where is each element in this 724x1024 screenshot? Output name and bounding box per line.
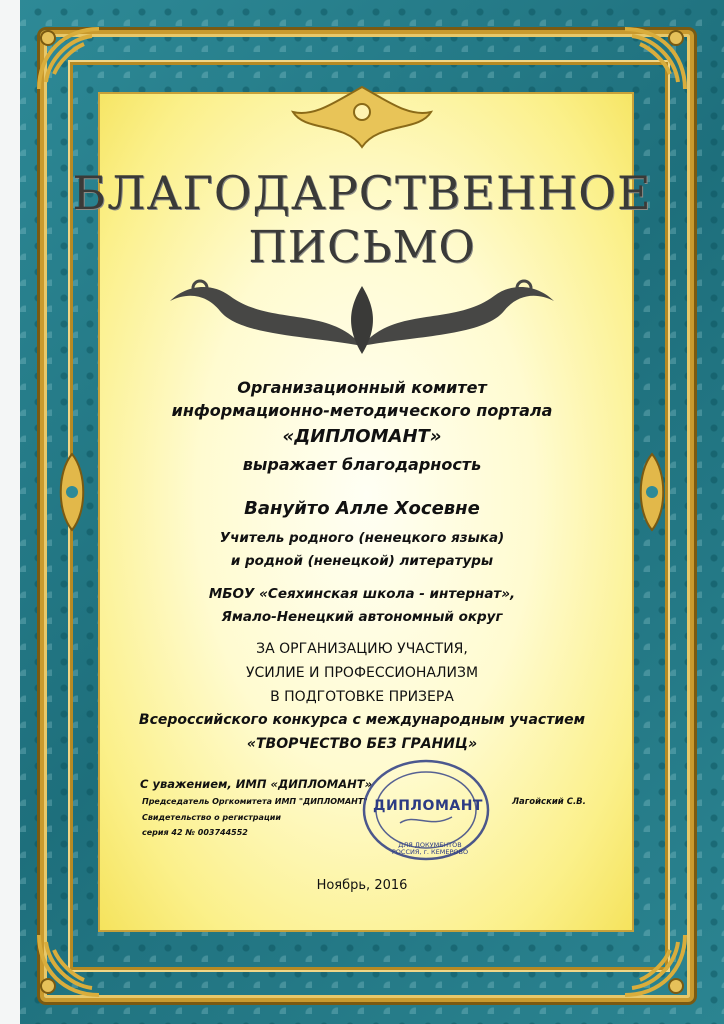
- contest-line: Всероссийского конкурса с международным участием: [138, 712, 586, 728]
- regards-text: С уважением, ИМП «ДИПЛОМАНТ»: [140, 777, 373, 791]
- contest-name: «ТВОРЧЕСТВО БЕЗ ГРАНИЦ»: [246, 736, 478, 752]
- recipient-position: и родной (ненецкой) литературы: [230, 553, 494, 569]
- reason-line: УСИЛИЕ И ПРОФЕССИОНАЛИЗМ: [245, 665, 479, 681]
- gratitude-line: выражает благодарность: [242, 455, 482, 474]
- organizer-name: «ДИПЛОМАНТ»: [282, 426, 442, 447]
- stamp-center-text: ДИПЛОМАНТ: [373, 798, 483, 814]
- corner-ornament-icon: [34, 930, 104, 1000]
- corner-ornament-icon: [620, 930, 690, 1000]
- registration-serial: серия 42 № 003744552: [142, 828, 248, 837]
- top-filigree-icon: [285, 82, 439, 152]
- signer-name: Лагойский С.В.: [512, 797, 586, 807]
- recipient-name: Вануйто Алле Хосевне: [244, 498, 480, 519]
- stamp-bottom-text: ДЛЯ ДОКУМЕНТОВ РОССИЯ, г. КЕМЕРОВО: [391, 841, 469, 857]
- recipient-school: МБОУ «Сеяхинская школа - интернат»,: [208, 586, 516, 602]
- certificate-title-line1: БЛАГОДАРСТВЕННОЕ: [72, 166, 652, 220]
- organizer-line: Организационный комитет: [237, 378, 487, 397]
- chairman-text: Председатель Оргкомитета ИМП "ДИПЛОМАНТ": [142, 797, 368, 806]
- recipient-position: Учитель родного (ненецкого языка): [219, 530, 505, 546]
- issue-date: Ноябрь, 2016: [316, 878, 408, 893]
- registration-label: Свидетельство о регистрации: [142, 813, 281, 822]
- recipient-region: Ямало-Ненецкий автономный округ: [221, 609, 503, 625]
- corner-ornament-icon: [620, 24, 690, 94]
- organizer-line: информационно-методического портала: [171, 401, 553, 420]
- corner-ornament-icon: [34, 24, 104, 94]
- flourish-divider-icon: [160, 266, 564, 360]
- reason-line: ЗА ОРГАНИЗАЦИЮ УЧАСТИЯ,: [256, 641, 468, 657]
- certificate-title-line2: ПИСЬМО: [248, 222, 476, 273]
- reason-line: В ПОДГОТОВКЕ ПРИЗЕРА: [270, 689, 454, 705]
